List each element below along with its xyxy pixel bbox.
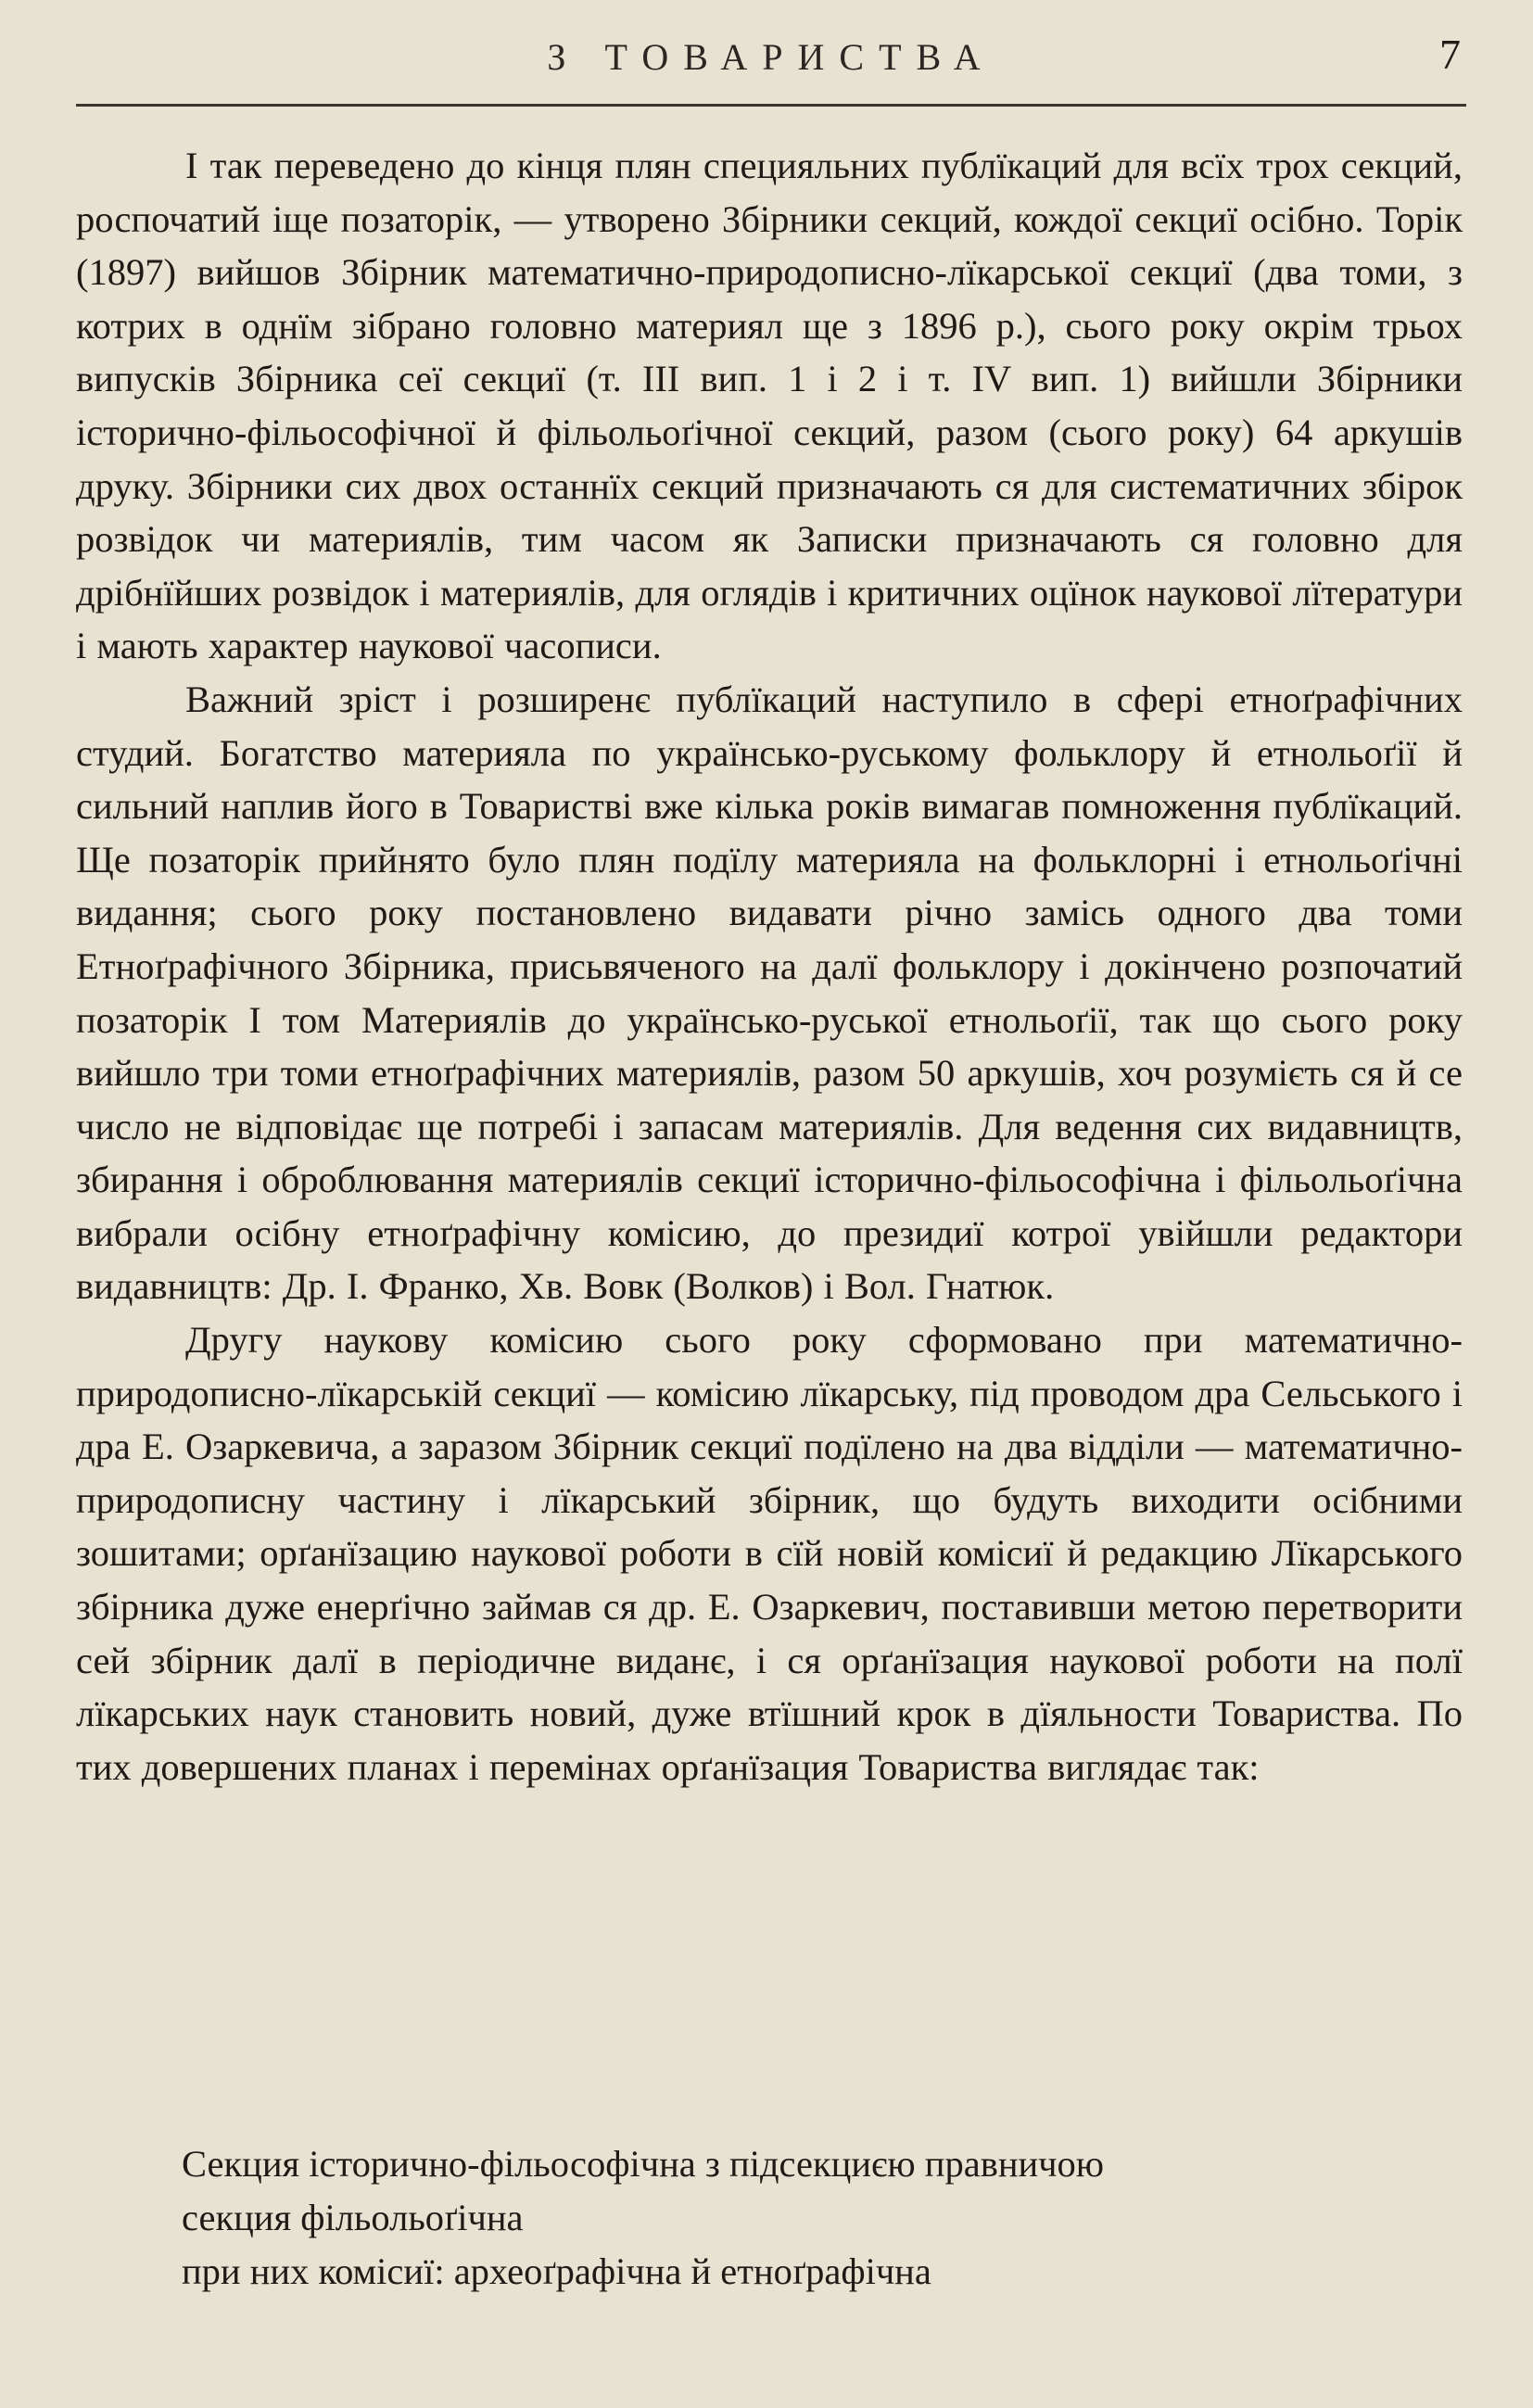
running-title: З ТОВАРИСТВА (547, 36, 995, 78)
list-item: секция фільольоґічна (182, 2197, 524, 2238)
list-item: Секция історично-фільософічна з підсекциєю правничою (182, 2143, 1105, 2185)
paragraph-ethnography: Важний зріст і розширенє публїкаций наступило в сфері етноґрафічних студий. Богатство материяла по українсько-руському фольклору й етнольоґії й сильний наплив його в Товаристві вже кілька років вимагав помноження публїкаций. Ще позаторік прийнято було плян подїлу материяла на фольклорні і етнольоґічні видання; сього року постановлено видавати річно замісь одного два томи Етноґрафічного Збірника, присьвяченого на далї фольклору і докінчено розпочатий позаторік І том Материялів до українсько-руської етнольоґії, так що сього року вийшло три томи етноґрафічних материялів, разом 50 аркушів, хоч розумієть ся й се число не відповідає ще потребі і запасам материялів. Для ведення сих видавництв, збирання і оброблювання материялів секциї історично-фільософічна і фільольоґічна вибрали осібну етноґрафічну комісию, до президиї котрої увійшли редактори видавництв: Др. І. Франко, Хв. Вовк (Волков) і Вол. Гнатюк. (76, 678, 1463, 1308)
organization-list (182, 2137, 1387, 2299)
page-number: 7 (1439, 31, 1461, 78)
page-header (76, 28, 1466, 83)
paragraph-publications: І так переведено до кінця плян специяльних публїкаций для всїх трох секций, роспочатий іще позаторік, — утворено Збірники секций, кождої секциї осібно. Торік (1897) вийшов Збірник математично-природописно-лїкарської секциї (два томи, з котрих в однїм зібрано головно материял ще з 1896 р.), сього року окрім трьох випусків Збірника сеї секциї (т. III вип. 1 і 2 і т. IV вип. 1) вийшли Збірники історично-фільософічної й фільольоґічної секций, разом (сього року) 64 аркушів друку. Збірники сих двох останнїх секций призначають ся для систематичних збірок розвідок чи материялів, тим часом як Записки призначають ся головно для дрібнїйших розвідок і материялів, для оглядів і критичних оцїнок наукової лїтератури і мають характер наукової часописи. (76, 145, 1463, 667)
list-item: при них комісиї: археоґрафічна й етноґрафічна (182, 2250, 931, 2292)
header-rule (76, 104, 1466, 107)
body-text (76, 139, 1463, 1793)
paragraph-medical-commission: Другу наукову комісию сього року сформовано при математично-природописно-лїкарській секциї — комісию лїкарську, під проводом дра Сельського і дра Е. Озаркевича, а заразом Збірник секциї подїлено на два відділи — математично-природописну частину і лїкарський збірник, що будуть виходити осібними зошитами; орґанїзацию наукової роботи в сїй новій комісиї й редакцию Лїкарського збірника дуже енерґічно займав ся др. Е. Озаркевич, поставивши метою перетворити сей збірник далї в періодичне виданє, і ся орґанїзация наукової роботи на полї лїкарських наук становить новий, дуже втїшний крок в дїяльности Товариства. По тих довершених планах і перемінах орґанїзация Товариства виглядає так: (76, 1319, 1463, 1788)
